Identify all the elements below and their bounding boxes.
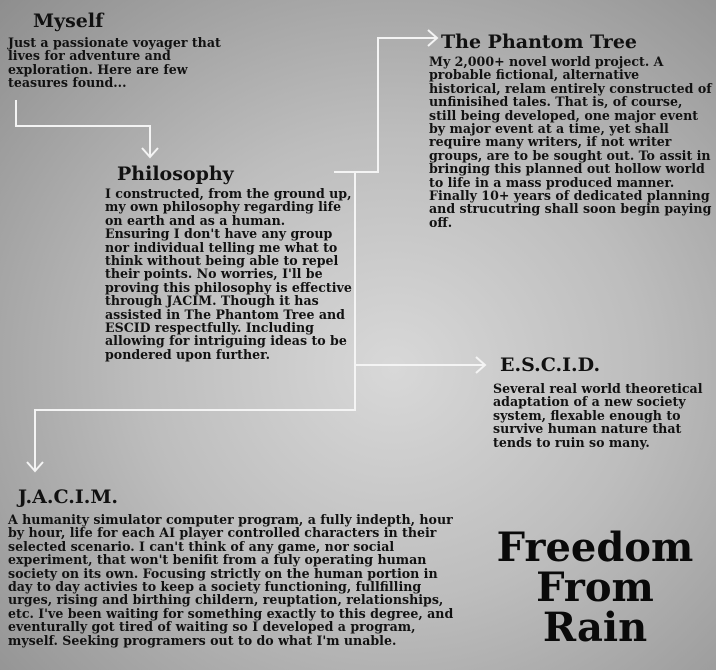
philosophy-text: I constructed, from the ground up, my own philosophy regarding life on earth and as a human. Ensuring I don't have any group nor individual telling me what to think without being able to repel their points. No worries, I'll be proving this philosophy is effective through JACIM. Though it has assisted in The Phantom Tree and ESCID respectfully. Including allowing for intriguing ideas to be pondered upon further. [105,186,352,362]
headline-line-3: Rain [542,604,648,651]
headline [480,524,710,651]
headline-line-2: From [536,564,654,611]
phantom-tree-text: My 2,000+ novel world project. A probable fictional, alternative historical, relam entirely constructed of unfinisihed tales. That is, of course, still being developed, one major event by major event at a time, yet shall require many writers, if not writer groups, are to be sought out. To assit in bringing this planned out hollow world to life in a mass produced manner. Finally 10+ years of dedicated planning and strucutring shall soon begin paying off. [429,54,712,230]
escid-title: E.S.C.I.D. [500,354,601,376]
myself-title: Myself [33,10,104,32]
phantom-tree-title: The Phantom Tree [441,31,637,53]
arrow-philosophy-to-phantom-tree [334,38,436,172]
arrow-myself-to-philosophy [16,100,150,156]
jacim-text: A humanity simulator computer program, a fully indepth, hour by hour, life for each AI player controlled characters in their selected scenario. I can't think of any game, nor social experiment, that won't benifit from a fuly operating human society on its own. Focusing strictly on the human portion in day to day activies to keep a society functioning, fullfilling urges, rising and birthing childern, reuptation, relationships, etc. I've been waiting for something exactly to this degree, and eventurally got tired of waiting so I developed a program, myself. Seeking programers out to do what I'm unable. [8,512,454,648]
myself-text: Just a passionate voyager that lives for adventure and exploration. Here are few teasures found... [8,35,221,91]
jacim-title: J.A.C.I.M. [18,486,119,508]
philosophy-title: Philosophy [117,163,234,185]
escid-text: Several real world theoretical adaptation of a new society system, flexable enough to survive human nature that tends to ruin so many. [493,381,703,450]
headline-line-1: Freedom [496,524,694,571]
